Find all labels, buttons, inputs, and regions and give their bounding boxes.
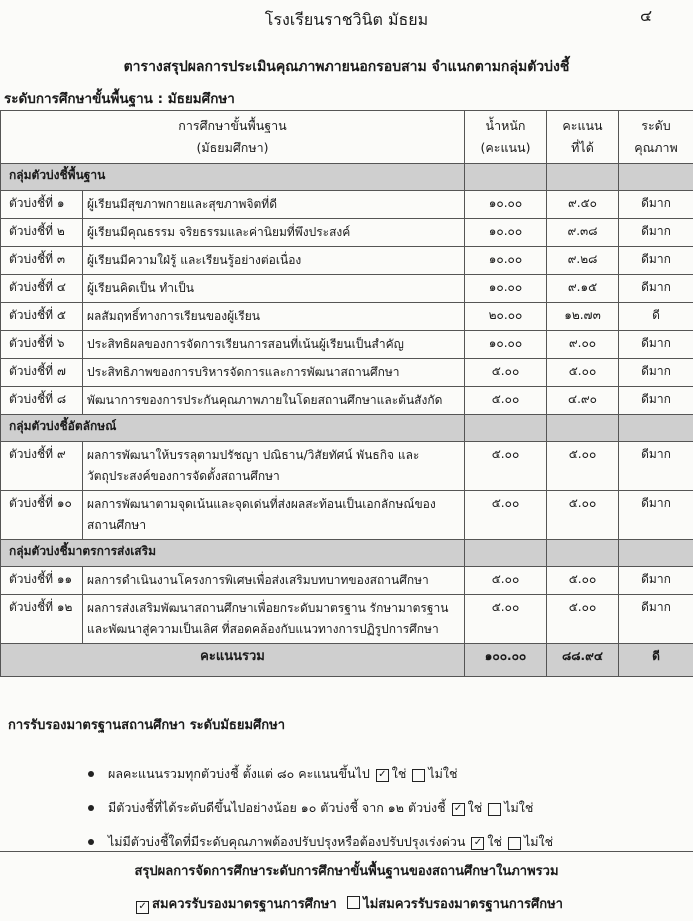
criteria-item [88, 825, 553, 859]
total-label: คะแนนรวม [1, 644, 465, 677]
level-cell: ดีมาก [619, 567, 693, 595]
header-quality-level: ระดับ คุณภาพ [619, 111, 693, 164]
weight-cell: ๕.๐๐ [465, 442, 547, 491]
table-row [1, 247, 693, 275]
criteria-item [88, 757, 553, 791]
group-row [1, 164, 693, 191]
bullet-icon [88, 805, 94, 811]
criteria-text: ผลคะแนนรวมทุกตัวบ่งชี้ ตั้งแต่ ๘๐ คะแนนขึ้นไป [108, 766, 370, 781]
table-row [1, 331, 693, 359]
certification-heading: การรับรองมาตรฐานสถานศึกษา ระดับมัธยมศึกษา [8, 718, 286, 733]
score-cell: ๑๒.๗๓ [547, 303, 619, 331]
score-cell: ๙.๐๐ [547, 331, 619, 359]
weight-cell: ๒๐.๐๐ [465, 303, 547, 331]
table-row [1, 387, 693, 415]
table-row [1, 275, 693, 303]
indicator-label: ตัวบ่งชี้ที่ ๘ [1, 387, 83, 415]
weight-cell: ๑๐.๐๐ [465, 331, 547, 359]
indicator-description: ผลสัมฤทธิ์ทางการเรียนของผู้เรียน [83, 303, 465, 331]
indicator-label: ตัวบ่งชี้ที่ ๑๒ [1, 595, 83, 644]
page-subtitle: ระดับการศึกษาขั้นพื้นฐาน : มัธยมศึกษา [4, 91, 235, 107]
group-name: กลุ่มตัวบ่งชี้อัตลักษณ์ [1, 415, 465, 442]
indicator-description: ผลการส่งเสริมพัฒนาสถานศึกษาเพื่อยกระดับมาตรฐาน รักษามาตรฐาน และพัฒนาสู่ความเป็นเลิศ ที่สอดคล้องกับแนวทางการปฏิรูปการศึกษา [83, 595, 465, 644]
total-weight: ๑๐๐.๐๐ [465, 644, 547, 677]
indicator-description: ผู้เรียนคิดเป็น ทำเป็น [83, 275, 465, 303]
score-cell: ๙.๑๕ [547, 275, 619, 303]
yes-label: ใช่ [391, 766, 407, 781]
checkbox-checked-icon[interactable]: ✓ [471, 837, 484, 850]
level-cell: ดีมาก [619, 491, 693, 540]
score-cell: ๔.๙๐ [547, 387, 619, 415]
total-row [1, 644, 693, 677]
no-label: ไม่ใช่ [504, 800, 534, 815]
indicator-label: ตัวบ่งชี้ที่ ๖ [1, 331, 83, 359]
checkbox-checked-icon[interactable]: ✓ [452, 803, 465, 816]
level-cell: ดีมาก [619, 191, 693, 219]
header-education-level: การศึกษาขั้นพื้นฐาน (มัธยมศึกษา) [1, 111, 465, 164]
group-name: กลุ่มตัวบ่งชี้พื้นฐาน [1, 164, 465, 191]
indicator-label: ตัวบ่งชี้ที่ ๕ [1, 303, 83, 331]
divider [0, 851, 693, 852]
indicator-description: ประสิทธิผลของการจัดการเรียนการสอนที่เน้นผู้เรียนเป็นสำคัญ [83, 331, 465, 359]
total-level: ดี [619, 644, 693, 677]
score-cell: ๙.๕๐ [547, 191, 619, 219]
criteria-item [88, 791, 553, 825]
certification-result [0, 893, 693, 914]
weight-cell: ๑๐.๐๐ [465, 191, 547, 219]
checkbox-empty-icon[interactable] [412, 769, 425, 782]
indicator-description: ผลการดำเนินงานโครงการพิเศษเพื่อส่งเสริมบทบาทของสถานศึกษา [83, 567, 465, 595]
level-cell: ดีมาก [619, 219, 693, 247]
group-name: กลุ่มตัวบ่งชี้มาตรการส่งเสริม [1, 540, 465, 567]
indicator-label: ตัวบ่งชี้ที่ ๒ [1, 219, 83, 247]
school-name: โรงเรียนราชวินิต มัธยม [264, 10, 429, 29]
criteria-list [88, 757, 553, 859]
level-cell: ดีมาก [619, 595, 693, 644]
no-label: ไม่ใช่ [524, 834, 554, 849]
indicator-label: ตัวบ่งชี้ที่ ๗ [1, 359, 83, 387]
level-cell: ดีมาก [619, 387, 693, 415]
option-not-certify: ไม่สมควรรับรองมาตรฐานการศึกษา [363, 897, 563, 912]
level-cell: ดีมาก [619, 247, 693, 275]
level-cell: ดีมาก [619, 359, 693, 387]
table-row [1, 491, 693, 540]
indicator-description: ผู้เรียนมีคุณธรรม จริยธรรมและค่านิยมที่พึงประสงค์ [83, 219, 465, 247]
yes-label: ใช่ [487, 834, 503, 849]
indicator-label: ตัวบ่งชี้ที่ ๔ [1, 275, 83, 303]
indicator-label: ตัวบ่งชี้ที่ ๓ [1, 247, 83, 275]
score-cell: ๕.๐๐ [547, 359, 619, 387]
total-score: ๘๘.๙๔ [547, 644, 619, 677]
summary-heading: สรุปผลการจัดการศึกษาระดับการศึกษาขั้นพื้นฐานของสถานศึกษาในภาพรวม [134, 864, 559, 879]
table-row [1, 567, 693, 595]
indicator-label: ตัวบ่งชี้ที่ ๑๑ [1, 567, 83, 595]
checkbox-checked-icon[interactable]: ✓ [376, 769, 389, 782]
group-row [1, 415, 693, 442]
score-cell: ๙.๒๘ [547, 247, 619, 275]
group-row [1, 540, 693, 567]
indicator-label: ตัวบ่งชี้ที่ ๑ [1, 191, 83, 219]
indicator-description: ผู้เรียนมีความใฝ่รู้ และเรียนรู้อย่างต่อเนื่อง [83, 247, 465, 275]
weight-cell: ๕.๐๐ [465, 491, 547, 540]
level-cell: ดี [619, 303, 693, 331]
header-weight: น้ำหนัก (คะแนน) [465, 111, 547, 164]
indicator-description: ประสิทธิภาพของการบริหารจัดการและการพัฒนาสถานศึกษา [83, 359, 465, 387]
score-cell: ๕.๐๐ [547, 567, 619, 595]
no-label: ไม่ใช่ [428, 766, 458, 781]
weight-cell: ๕.๐๐ [465, 359, 547, 387]
level-cell: ดีมาก [619, 331, 693, 359]
weight-cell: ๕.๐๐ [465, 595, 547, 644]
score-cell: ๕.๐๐ [547, 491, 619, 540]
page-title: ตารางสรุปผลการประเมินคุณภาพภายนอกรอบสาม จำแนกตามกลุ่มตัวบ่งชี้ [123, 59, 570, 75]
indicator-description: ผู้เรียนมีสุขภาพกายและสุขภาพจิตที่ดี [83, 191, 465, 219]
weight-cell: ๑๐.๐๐ [465, 247, 547, 275]
yes-label: ใช่ [467, 800, 483, 815]
level-cell: ดีมาก [619, 442, 693, 491]
indicator-description: ผลการพัฒนาตามจุดเน้นและจุดเด่นที่ส่งผลสะท้อนเป็นเอกลักษณ์ของสถานศึกษา [83, 491, 465, 540]
weight-cell: ๑๐.๐๐ [465, 275, 547, 303]
page-number: ๔ [640, 6, 653, 25]
option-certify: สมควรรับรองมาตรฐานการศึกษา [152, 897, 337, 912]
checkbox-empty-icon[interactable] [347, 896, 360, 909]
table-body [1, 164, 693, 677]
score-cell: ๕.๐๐ [547, 595, 619, 644]
checkbox-empty-icon[interactable] [508, 837, 521, 850]
table-row [1, 442, 693, 491]
checkbox-empty-icon[interactable] [488, 803, 501, 816]
table-row [1, 191, 693, 219]
header-score: คะแนน ที่ได้ [547, 111, 619, 164]
weight-cell: ๕.๐๐ [465, 387, 547, 415]
criteria-text: มีตัวบ่งชี้ที่ได้ระดับดีขึ้นไปอย่างน้อย ๑๐ ตัวบ่งชี้ จาก ๑๒ ตัวบ่งชี้ [108, 800, 446, 815]
weight-cell: ๑๐.๐๐ [465, 219, 547, 247]
bullet-icon [88, 771, 94, 777]
level-cell: ดีมาก [619, 275, 693, 303]
indicator-description: พัฒนาการของการประกันคุณภาพภายในโดยสถานศึกษาและต้นสังกัด [83, 387, 465, 415]
table-row [1, 219, 693, 247]
score-cell: ๙.๓๘ [547, 219, 619, 247]
checkbox-checked-icon[interactable]: ✓ [136, 901, 149, 914]
score-cell: ๕.๐๐ [547, 442, 619, 491]
bullet-icon [88, 839, 94, 845]
indicator-label: ตัวบ่งชี้ที่ ๑๐ [1, 491, 83, 540]
table-row [1, 595, 693, 644]
indicator-label: ตัวบ่งชี้ที่ ๙ [1, 442, 83, 491]
weight-cell: ๕.๐๐ [465, 567, 547, 595]
criteria-text: ไม่มีตัวบ่งชี้ใดที่มีระดับคุณภาพต้องปรับปรุงหรือต้องปรับปรุงเร่งด่วน [108, 834, 466, 849]
table-row [1, 359, 693, 387]
evaluation-table [0, 110, 693, 677]
indicator-description: ผลการพัฒนาให้บรรลุตามปรัชญา ปณิธาน/วิสัยทัศน์ พันธกิจ และวัตถุประสงค์ของการจัดตั้งสถานศึกษา [83, 442, 465, 491]
table-row [1, 303, 693, 331]
